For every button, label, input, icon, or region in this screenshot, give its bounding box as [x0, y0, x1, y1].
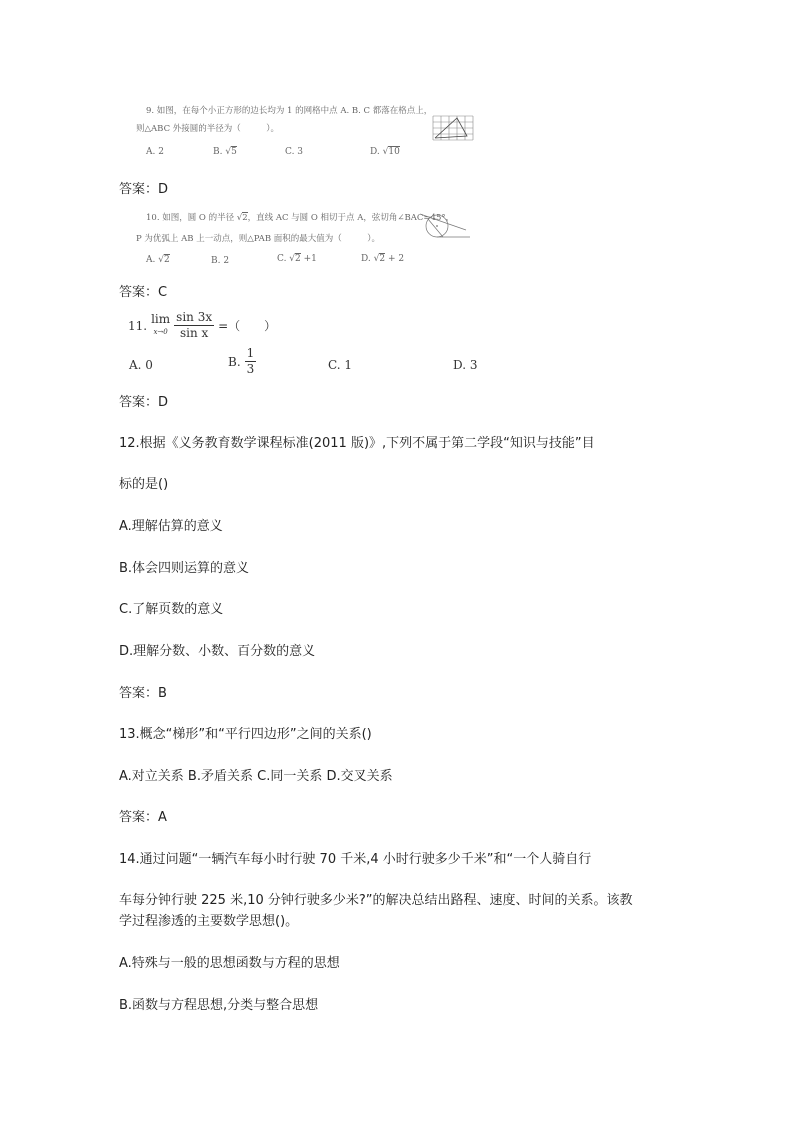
q13-line1: 13.概念“梯形”和“平行四边形”之间的关系(): [119, 727, 372, 742]
q12-answer: 答案：B: [119, 686, 167, 701]
q11-lim: lim x→0: [151, 311, 171, 336]
q14-line1: 14.通过问题“一辆汽车每小时行驶 70 千米,4 小时行驶多少千米”和“一个人骑自行: [119, 852, 592, 867]
q11-option-d: D. 3: [453, 358, 478, 372]
q9-option-b: B. √5: [213, 147, 237, 157]
q13-options: A.对立关系 B.矛盾关系 C.同一关系 D.交叉关系: [119, 769, 393, 784]
q12-option-c: C.了解页数的意义: [119, 602, 224, 617]
q9-option-c: C. 3: [285, 147, 304, 157]
q14-option-a: A.特殊与一般的思想函数与方程的思想: [119, 956, 340, 971]
q10-option-a: A. √2: [146, 255, 170, 265]
q11-question: 11. lim x→0 $\frac{\sin 3x}{\text{sin x}}$ =（ ）: [128, 310, 277, 340]
q12-line2: 标的是(): [119, 477, 169, 492]
q9-grid-figure: [427, 106, 477, 150]
q12-option-a: A.理解估算的意义: [119, 519, 223, 534]
q12-option-d: D.理解分数、小数、百分数的意义: [119, 644, 316, 659]
q10-circle-figure: [416, 208, 474, 244]
q10-text-line2: P 为优弧上 AB 上一动点，则△PAB 面积的最大值为（ ）。: [136, 234, 381, 244]
q12-line1: 12.根据《义务教育数学课程标准(2011 版)》,下列不属于第二学段“知识与技能”目: [119, 436, 595, 451]
q9-option-d: D. √10: [370, 147, 400, 157]
q11-answer: 答案：D: [119, 395, 169, 410]
q10-option-d: D. √2 + 2: [361, 254, 405, 264]
q10-option-c: C. √2 +1: [277, 254, 317, 264]
q14-line3: 学过程渗透的主要数学思想()。: [119, 914, 299, 929]
q10-text-line1: 10. 如图，圆 O 的半径 √2，直线 AC 与圆 O 相切于点 A，弦切角∠BAC=45°，: [146, 213, 455, 223]
q9-answer: 答案：D: [119, 182, 169, 197]
q9-option-a: A. 2: [146, 147, 164, 157]
q11-option-b: B. $\frac{1}{3}$: [228, 346, 255, 376]
q10-option-b: B. 2: [211, 256, 230, 266]
q14-option-b: B.函数与方程思想,分类与整合思想: [119, 998, 319, 1013]
q13-answer: 答案：A: [119, 810, 167, 825]
q11-option-a: A. 0: [129, 358, 153, 372]
q14-line2: 车每分钟行驶 225 米,10 分钟行驶多少米?”的解决总结出路程、速度、时间的关系。该教: [119, 893, 633, 908]
q11-option-c: C. 1: [328, 358, 353, 372]
q10-answer: 答案：C: [119, 285, 168, 300]
q12-option-b: B.体会四则运算的意义: [119, 561, 250, 576]
q9-text-line1: 9. 如图，在每个小正方形的边长均为 1 的网格中点 A. B. C 都落在格点上，: [146, 106, 433, 116]
q11-fraction: $\frac{\sin 3x}{\text{sin x}}$: [176, 310, 213, 340]
q9-text-line2: 则△ABC 外接圆的半径为（ ）。: [136, 124, 280, 134]
